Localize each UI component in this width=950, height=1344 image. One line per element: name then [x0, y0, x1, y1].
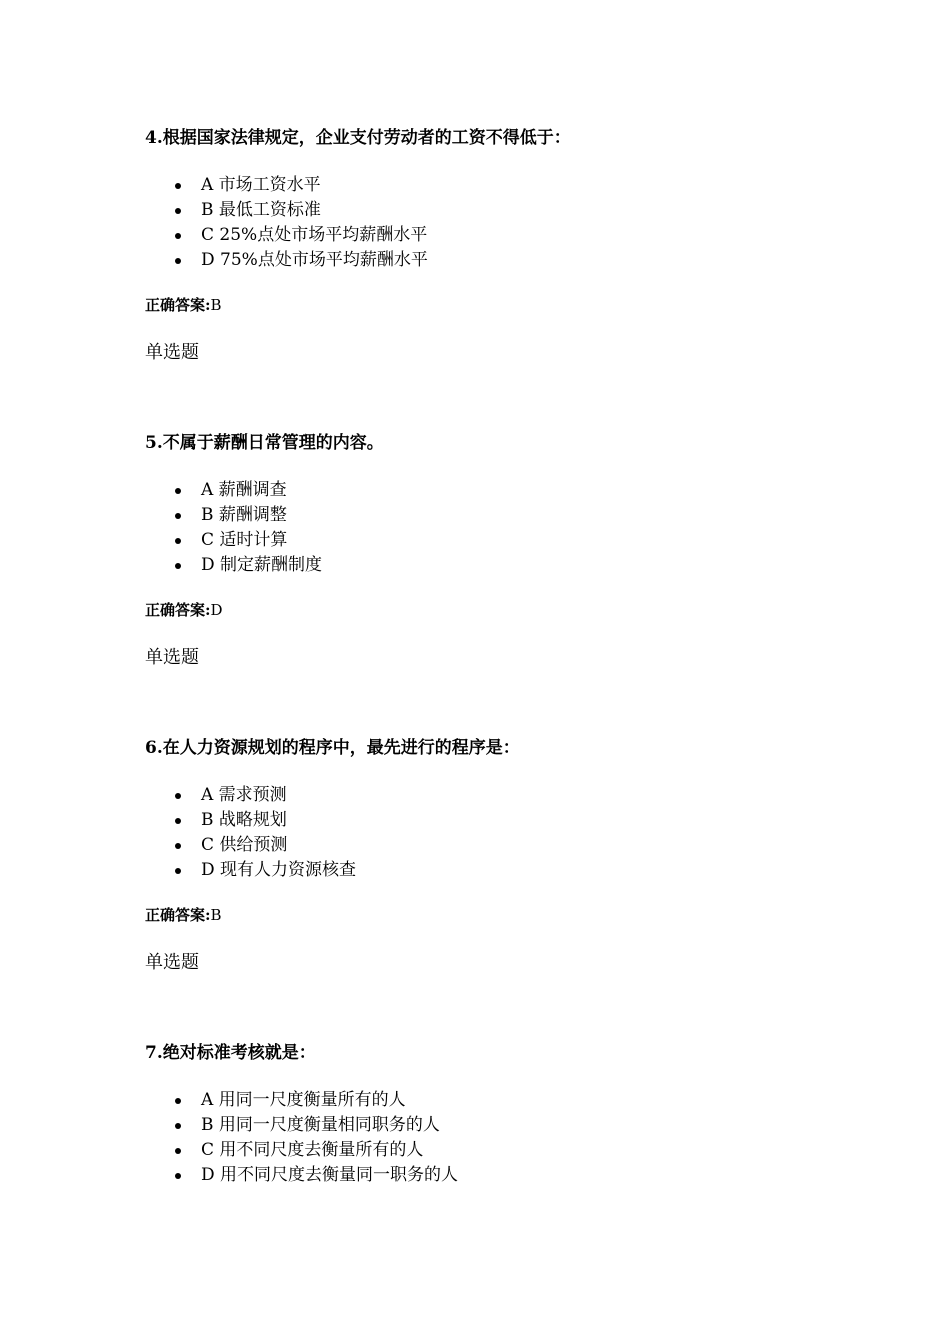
question-title: 5.不属于薪酬日常管理的内容。 — [145, 433, 384, 453]
answer-label: 正确答案: — [145, 906, 211, 924]
question-title: 7.绝对标准考核就是： — [145, 1043, 316, 1063]
option-list — [175, 478, 322, 578]
question-block — [145, 737, 905, 973]
answer-label: 正确答案: — [145, 601, 211, 619]
question-type: 单选题 — [145, 342, 199, 363]
question-title: 4.根据国家法律规定，企业支付劳动者的工资不得低于： — [145, 128, 571, 148]
answer-value: B — [210, 296, 222, 314]
question-type: 单选题 — [145, 647, 199, 668]
option-list — [175, 783, 356, 883]
option-item: C 适时计算 — [175, 528, 322, 553]
option-item: C 用不同尺度去衡量所有的人 — [175, 1138, 458, 1163]
correct-answer — [145, 905, 222, 925]
option-item: D 现有人力资源核查 — [175, 858, 356, 883]
option-item: B 最低工资标准 — [175, 198, 428, 223]
question-type: 单选题 — [145, 952, 199, 973]
answer-value: B — [210, 906, 222, 924]
option-item: D 用不同尺度去衡量同一职务的人 — [175, 1163, 458, 1188]
correct-answer — [145, 600, 223, 620]
question-block — [145, 1042, 905, 1185]
option-item: A 薪酬调查 — [175, 478, 322, 503]
option-item: C 供给预测 — [175, 833, 356, 858]
question-title: 6.在人力资源规划的程序中，最先进行的程序是： — [145, 738, 520, 758]
question-block — [145, 127, 905, 363]
option-item: D 75%点处市场平均薪酬水平 — [175, 248, 428, 273]
option-item: D 制定薪酬制度 — [175, 553, 322, 578]
option-item: B 薪酬调整 — [175, 503, 322, 528]
question-block — [145, 432, 905, 668]
option-list — [175, 173, 428, 273]
option-item: C 25%点处市场平均薪酬水平 — [175, 223, 428, 248]
option-item: A 用同一尺度衡量所有的人 — [175, 1088, 458, 1113]
option-item: B 战略规划 — [175, 808, 356, 833]
option-item: A 市场工资水平 — [175, 173, 428, 198]
answer-label: 正确答案: — [145, 296, 211, 314]
correct-answer — [145, 295, 222, 315]
option-list — [175, 1088, 458, 1188]
option-item: B 用同一尺度衡量相同职务的人 — [175, 1113, 458, 1138]
answer-value: D — [210, 601, 223, 619]
option-item: A 需求预测 — [175, 783, 356, 808]
